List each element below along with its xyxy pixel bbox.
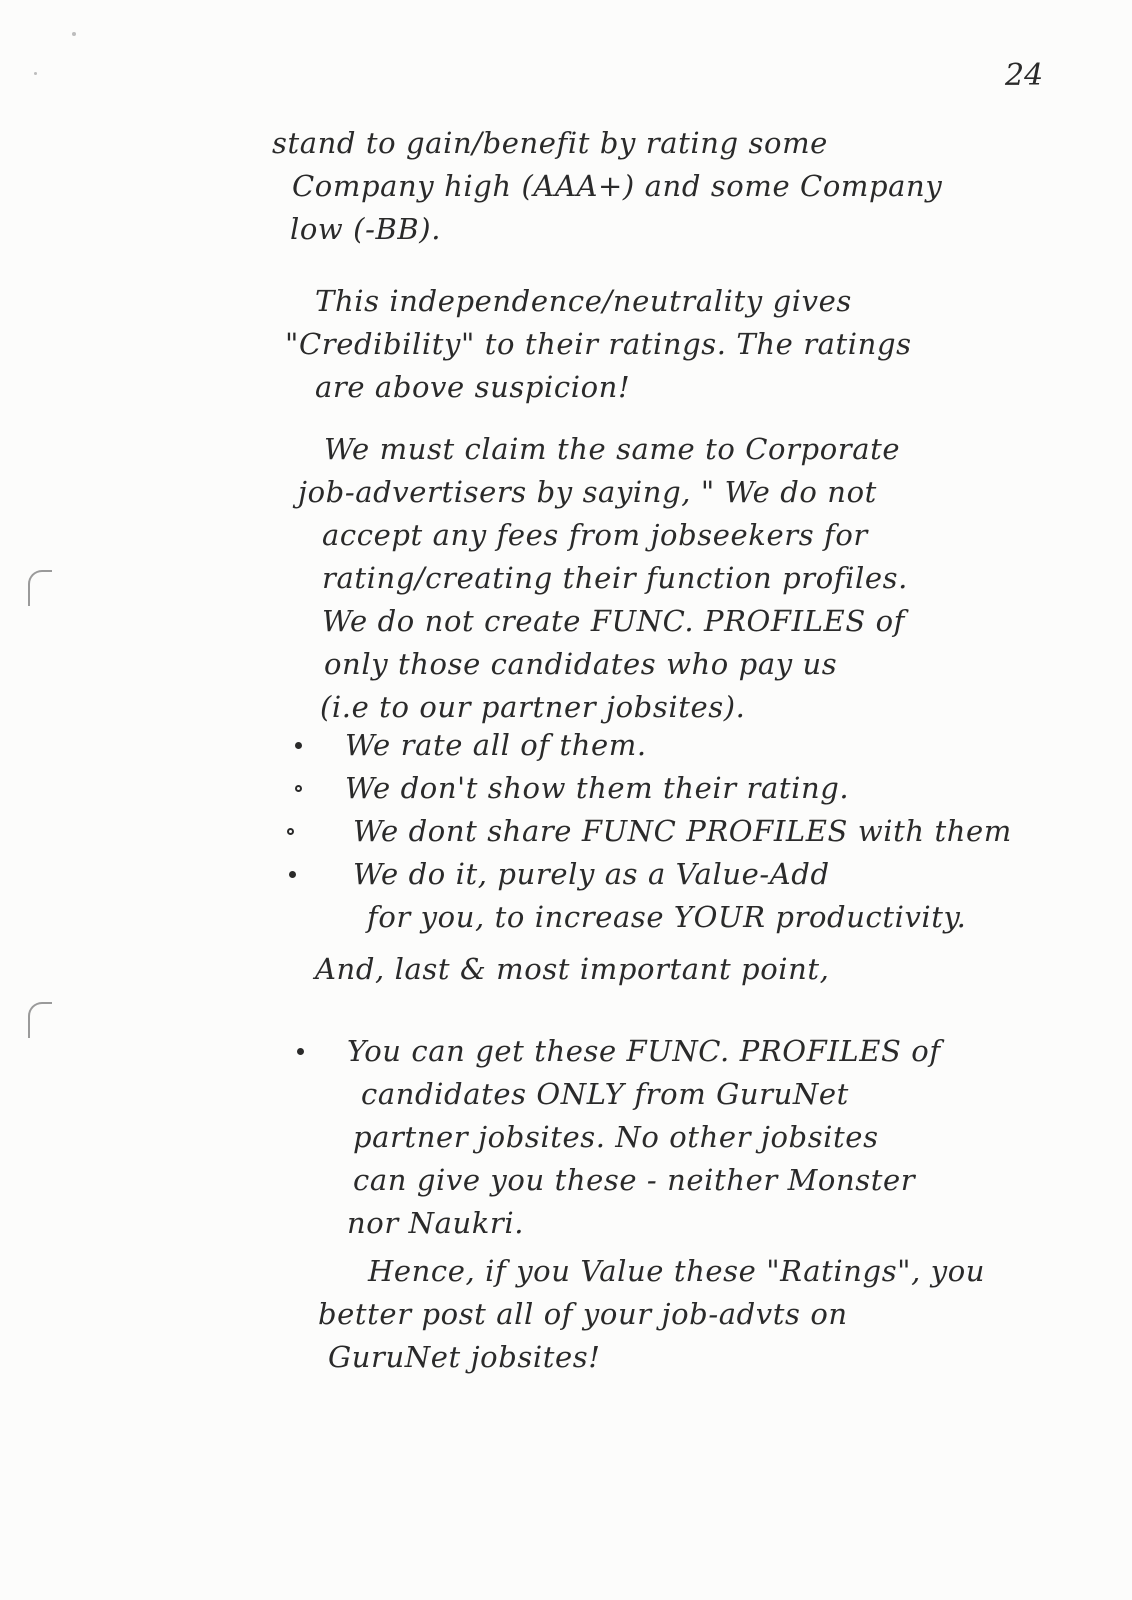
text-line: partner jobsites. No other jobsites <box>353 1120 879 1154</box>
text-line: are above suspicion! <box>315 370 631 404</box>
text-line: Company high (AAA+) and some Company <box>292 169 943 203</box>
list-item <box>345 853 1012 896</box>
paragraph-ratings-benefit <box>272 122 942 251</box>
text-line: (i.e to our partner jobsites). <box>320 690 746 724</box>
closing-paragraph <box>318 1250 985 1379</box>
punch-hole-mark <box>28 1002 52 1038</box>
bullet-icon <box>297 1048 304 1055</box>
list-item-text: We dont share FUNC PROFILES with them <box>353 814 1012 848</box>
list-item <box>345 724 1012 767</box>
list-item <box>347 1030 941 1073</box>
text-line: better post all of your job-advts on <box>318 1297 848 1331</box>
text-line: accept any fees from jobseekers for <box>322 518 868 552</box>
text-line: low (-BB). <box>290 212 442 246</box>
list-item-text: We don't show them their rating. <box>345 771 850 805</box>
text-line: GuruNet jobsites! <box>328 1340 601 1374</box>
text-line: Hence, if you Value these "Ratings", you <box>368 1254 986 1288</box>
text-line: We must claim the same to Corporate <box>324 432 901 466</box>
text-line: candidates ONLY from GuruNet <box>361 1077 849 1111</box>
list-item-text: You can get these FUNC. PROFILES of <box>347 1034 941 1068</box>
text-line: job-advertisers by saying, " We do not <box>298 475 877 509</box>
text-line: can give you these - neither Monster <box>353 1163 916 1197</box>
list-item <box>345 810 1012 853</box>
paper-speck <box>34 72 37 75</box>
list-item <box>345 767 1012 810</box>
bullet-icon <box>295 785 302 792</box>
text-line: stand to gain/benefit by rating some <box>272 126 828 160</box>
text-line: And, last & most important point, <box>315 952 830 986</box>
bullet-icon <box>289 871 296 878</box>
text-line: only those candidates who pay us <box>324 647 838 681</box>
bullet-list-exclusivity <box>347 1030 941 1245</box>
bullet-icon <box>295 742 302 749</box>
punch-hole-mark <box>28 570 52 606</box>
text-line: rating/creating their function profiles. <box>322 561 908 595</box>
paper-speck <box>72 32 76 36</box>
text-line: for you, to increase YOUR productivity. <box>367 900 967 934</box>
text-line: "Credibility" to their ratings. The ratings <box>285 327 912 361</box>
text-line: This independence/neutrality gives <box>315 284 852 318</box>
page-number: 24 <box>1005 58 1044 93</box>
paragraph-credibility <box>285 280 912 409</box>
text-line: nor Naukri. <box>347 1206 525 1240</box>
list-item-text: We rate all of them. <box>345 728 647 762</box>
paragraph-claim-to-advertisers <box>298 428 908 729</box>
last-point-intro <box>315 948 830 991</box>
list-item-text: We do it, purely as a Value-Add <box>353 857 830 891</box>
bullet-icon <box>287 828 294 835</box>
bullet-list-assurances <box>345 724 1012 939</box>
text-line: We do not create FUNC. PROFILES of <box>322 604 905 638</box>
